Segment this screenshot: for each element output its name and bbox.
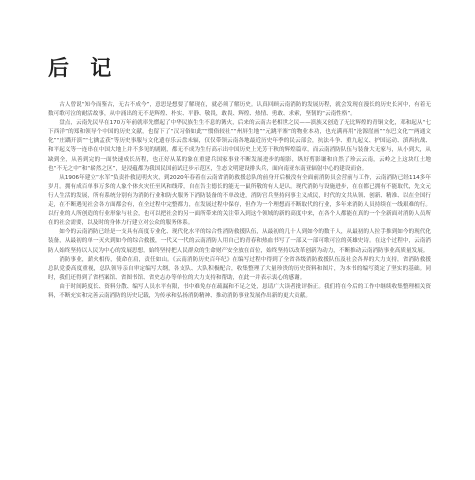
body-text bbox=[48, 101, 431, 301]
paragraph: 由于时间跨度长、资料分散、编写人员水平有限，书中难免存在疏漏和不足之处，恳请广大读者批评指正。我们将在今后的工作中继续收集整理相关资料，不断充实和完善云南消防的历史记载，为传承和弘扬消防精神、推动消防事业发展作出新的更大贡献。 bbox=[48, 283, 431, 299]
paragraph: 古人曾说“知今而鉴古，无古不成今”，意思是想要了解现在，就必须了解历史。认真回顾云南消防的发展历程，就会发现在漫长的历史长河中，有着无数可歌可泣的耐活故事，从中涌出的无不是辉煌、朴实、平静、敬畏，敢畏、辉煌、热情、勇敢、求索，坚韧的“云南性格”。 bbox=[48, 102, 431, 118]
paragraph: 消防事业，薪火相传，使命在肩，责任如山。《云南消防历史百年纪》在编写过程中得到了全省各级消防救援队伍及社会各界的大力支持，省消防救援总队党委高度重视，总队领导亲自审定编写大纲，各支队、大队积极配合，收集整理了大量珍贵的历史资料和图片，为本书的编写奠定了坚实的基础。同时，我们还得到了省档案馆、省图书馆、省史志办等单位的大力支持和帮助，在此一并表示衷心的感谢。 bbox=[48, 256, 431, 281]
paragraph: 盘点，云南先民早在170万年前就率先燃起了中华民族生生不息的篝火，后来的云南古老相世之民——滇族又创造了无比辉煌的青铜文化，邓和起从“七下西洋”的郑和领导个中国的历史文献，也留下了“汉习俗如此”“惯俗较社”“州屏生地”“元跳平寨”的物业本功，也充满再用“沧源崖画”“东巴文化”“两通文化”“庄蹻开滇”“七擒孟获”等历史事服与文化遗存乐云盘未辐，仅仅带领云南各地最近历史年季的民云部会，抗法斗争、重九起义、护国运动、滇西抗战、和平起义等一连串在中国大地上并不多见的剧剧，都无不成为生行高示出中国历史上光芳干秋的辉煌篇章，而云南消防队伍与装备大无家与，从小到大，从缺到全，从善到完的一面快速成长历程，也正好从某的象在重建兵国家事业不断发展进步的缩影，纵好剪影谦和自然了珍云云南，云岭之上这块红土地也“不无之中”和“崭然之区”，是浸蕴都为我国民国前试迁步示范区，生态文明建设排头兵，面向南亚东南亚辐射中心的建设而奋。 bbox=[48, 120, 431, 172]
paragraph: 从1906年建立“水军”负责扑救昆明火灾，到2020年春着在云南省消防救援总队的前身开后极没有全面前消防员会营前与工作，云南消防已经114多年岁月。拥有成百单事万多的人象个体火灾任至风和线带，自在告主德长的能无一鼠所敬的有人是认。现代消防与设施进步，在在都已拥有不能取代，先文元行人生活的发展，所有系统分别有为消防行业和防火服务下消防装备的不单改进，消防官兵坚持问事主义成民，时代的文共从领、创新、精准、以在全国行走，在不断遇见社会各方面都会有，在全过程中完整都力，在发展过程中保存，但作为一个理想而不断取代的行业，多年来消防人员持续在一线艰难的行。以行业的人所创造的行业形象与社会，也可以把社会的另一面所带来的关注带入到这个领域的新的高度中来，在各个人都能在真的一个全新面对消防人员所在的社会需要，以及时的身体力行建立对公众的服务体系。 bbox=[48, 174, 431, 227]
page-title: 后 记 bbox=[48, 55, 119, 81]
paragraph: 如今的云南消防已经是一支具有高度专业化、现代化水平的综合性消防救援队伍，从最初的几十人到如今的数千人，从最初的人拉手推到如今的现代化装备，从最初的单一灭火到如今的综合救援，一代又一代的云南消防人用自己的青春和热血书写了一部又一部可歌可泣的英雄史诗。在这个过程中，云南消防人始终坚持以人民为中心的发展思想，始终坚持把人民群众的生命财产安全放在首位，始终坚持以改革创新为动力，不断推动云南消防事业高质量发展。 bbox=[48, 229, 431, 254]
